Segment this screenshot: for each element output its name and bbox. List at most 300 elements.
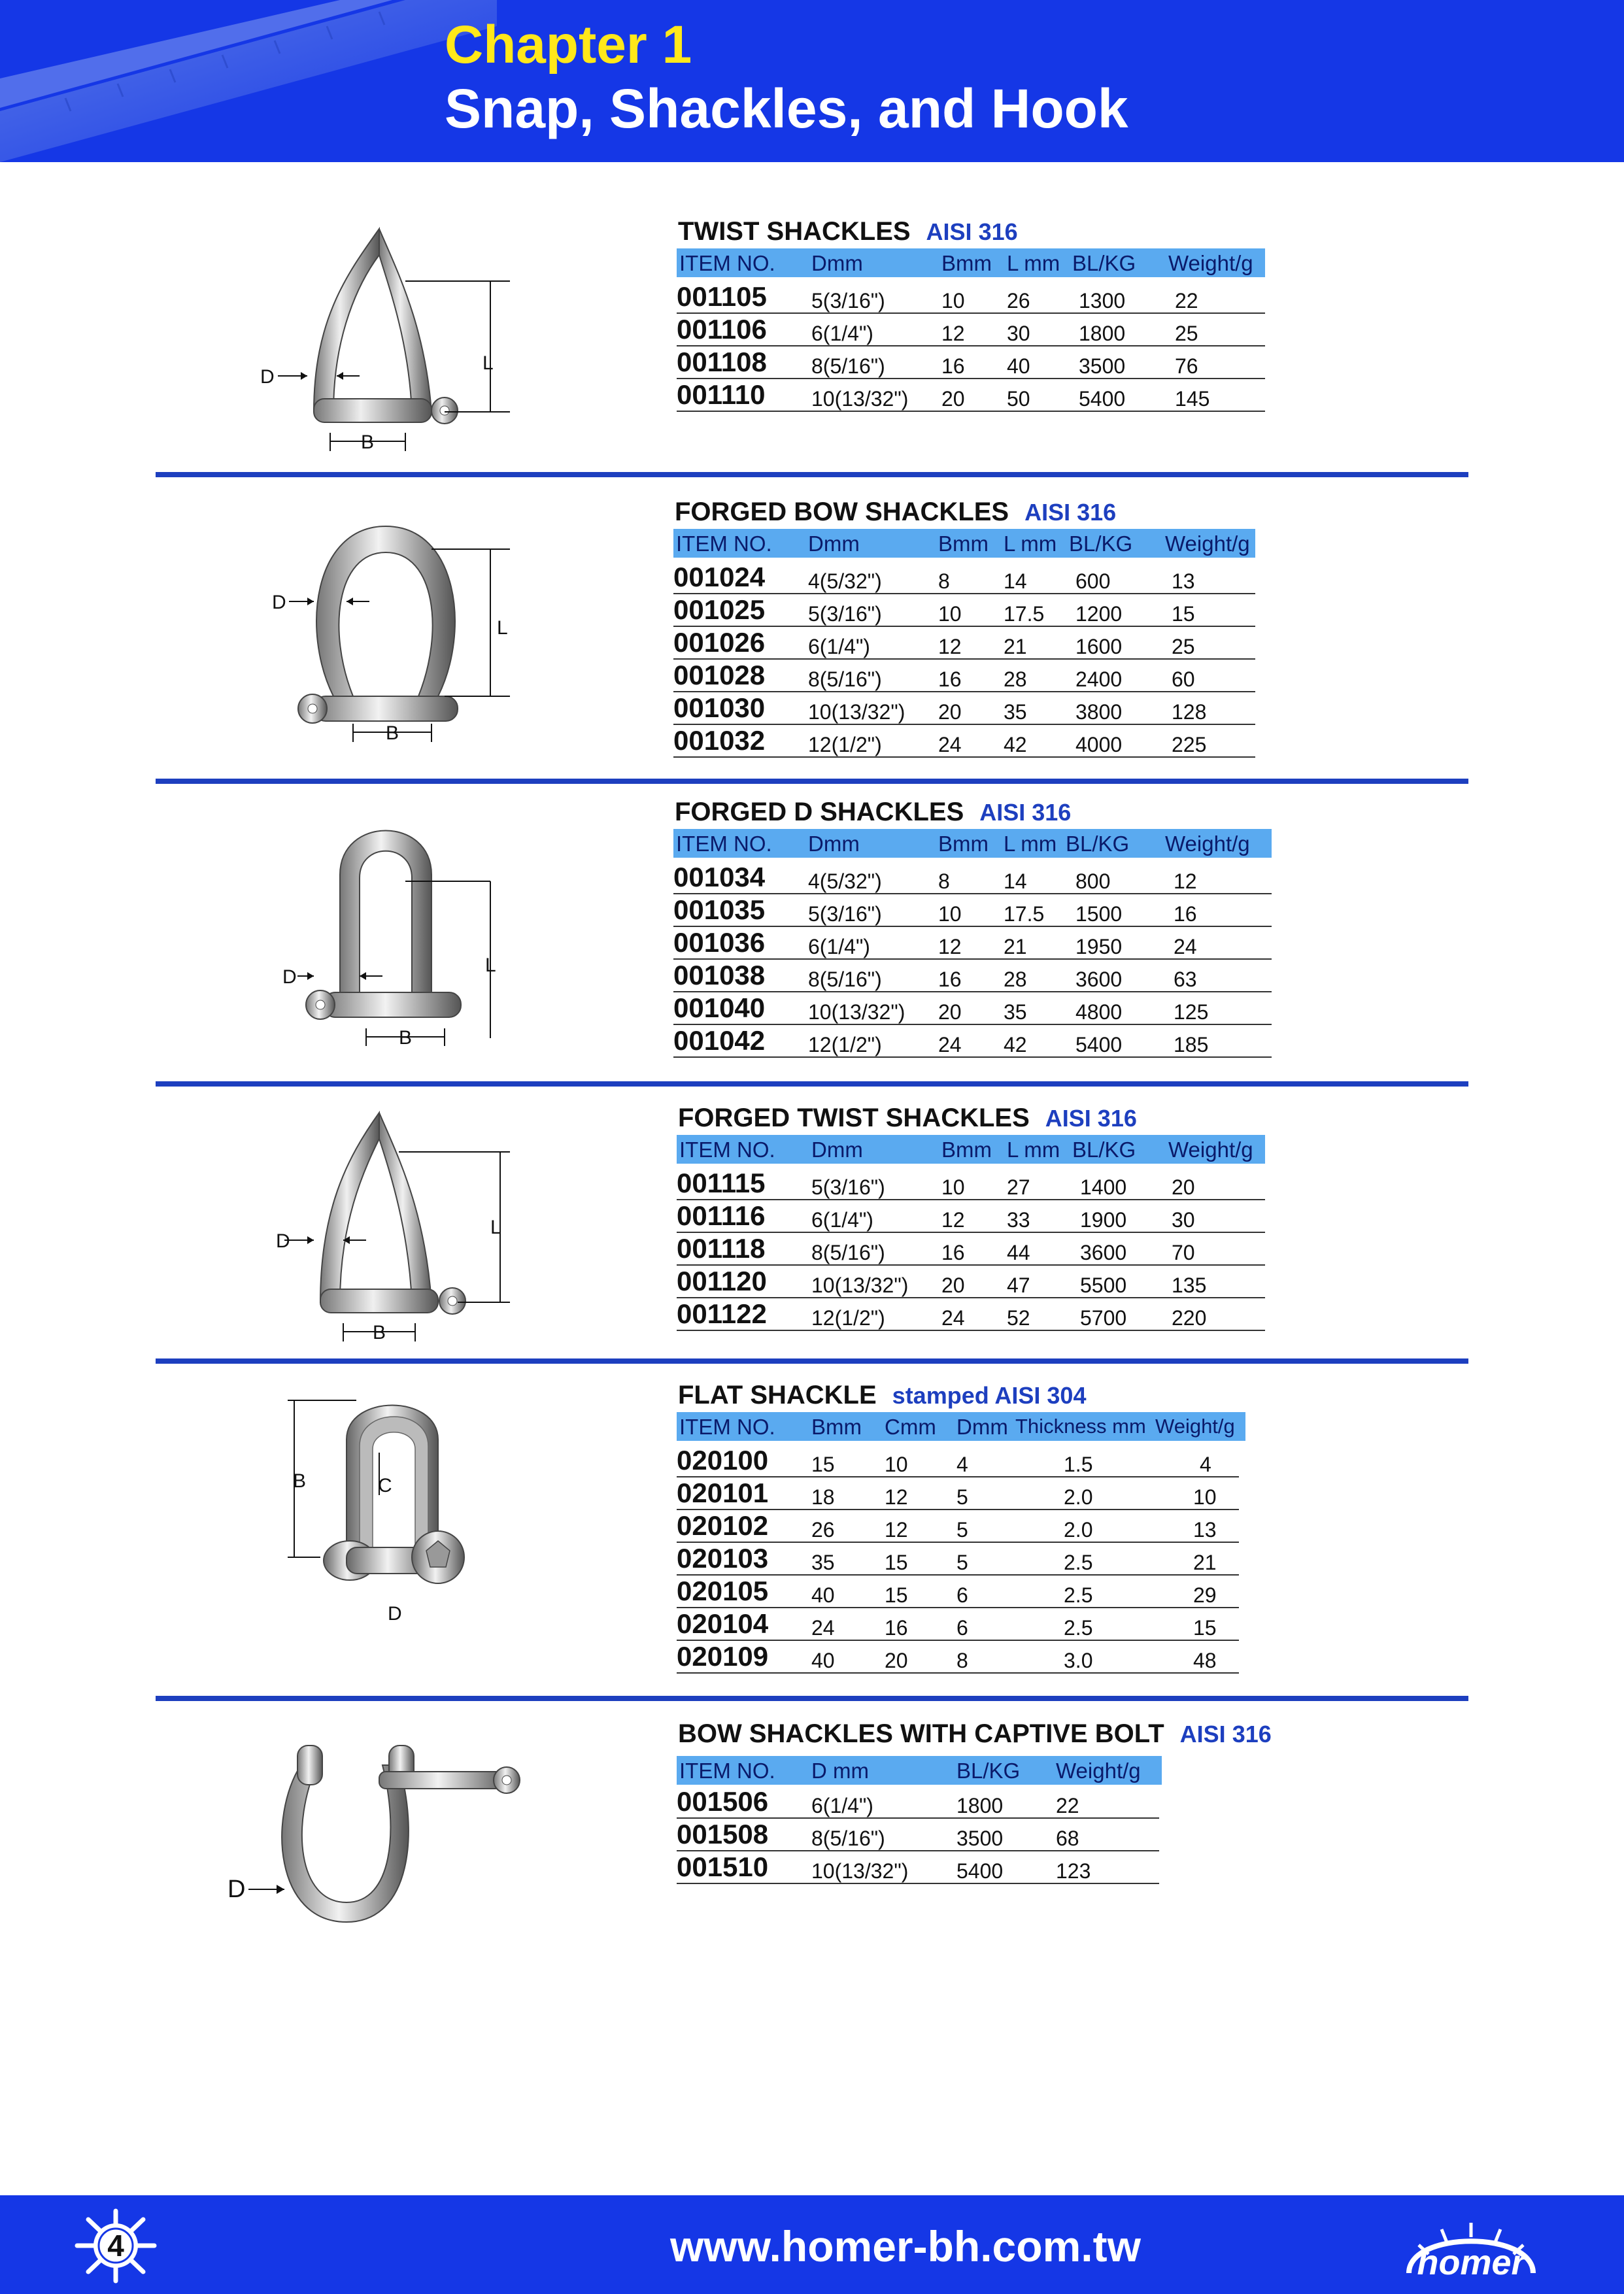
cell-b: 24 xyxy=(811,1616,835,1640)
product-table-forged-twist-shackles xyxy=(677,1104,1265,1365)
table-header xyxy=(677,1756,1162,1785)
cell-l: 30 xyxy=(1007,322,1030,345)
cell-l: 27 xyxy=(1007,1175,1030,1199)
col-d: D mm xyxy=(811,1759,869,1783)
cell-b: 18 xyxy=(811,1485,835,1509)
col-bl: BL/KG xyxy=(1072,251,1136,275)
cell-thickness: 2.0 xyxy=(1064,1485,1093,1509)
table-header xyxy=(677,1135,1265,1164)
col-l: L mm xyxy=(1007,1138,1060,1162)
cell-bl: 4000 xyxy=(1075,733,1123,756)
col-item-no: ITEM NO. xyxy=(679,1759,775,1783)
item-no: 001032 xyxy=(673,725,766,756)
cell-b: 16 xyxy=(941,1241,965,1264)
col-bl: BL/KG xyxy=(1066,832,1130,856)
cell-d: 8(5/16") xyxy=(811,354,885,378)
cell-d: 6(1/4") xyxy=(811,1208,873,1232)
cell-weight: 128 xyxy=(1172,700,1207,724)
dimension-label-b: B xyxy=(361,431,375,453)
cell-weight: 25 xyxy=(1175,322,1198,345)
cell-d: 10(13/32") xyxy=(811,1859,909,1883)
cell-weight: 125 xyxy=(1174,1000,1209,1024)
item-no: 020104 xyxy=(677,1608,769,1639)
cell-l: 42 xyxy=(1004,733,1027,756)
cell-weight: 48 xyxy=(1193,1649,1217,1672)
logo-text: homer xyxy=(1417,2243,1525,2282)
table-row xyxy=(677,1476,1239,1510)
cell-d: 5(3/16") xyxy=(811,1175,885,1199)
col-weight: Weight/g xyxy=(1165,531,1250,556)
cell-b: 40 xyxy=(811,1649,835,1672)
table-row xyxy=(677,1199,1265,1233)
bow-shackle-drawing xyxy=(248,500,536,762)
homer-logo xyxy=(1389,2204,1553,2289)
page-footer xyxy=(0,2195,1624,2294)
cell-l: 14 xyxy=(1004,569,1027,593)
col-l: L mm xyxy=(1007,251,1060,275)
table-row xyxy=(677,1166,1265,1200)
cell-b: 26 xyxy=(811,1518,835,1542)
item-no: 001116 xyxy=(677,1200,766,1231)
cell-b: 8 xyxy=(938,569,950,593)
table-row xyxy=(673,593,1255,627)
table-row xyxy=(677,1443,1239,1477)
dimension-label-l: L xyxy=(497,617,508,639)
item-no: 001030 xyxy=(673,692,766,723)
item-no: 001040 xyxy=(673,992,766,1023)
cell-weight: 63 xyxy=(1174,968,1197,991)
table-row xyxy=(677,378,1265,412)
table-row xyxy=(677,1607,1239,1641)
cell-b: 40 xyxy=(811,1583,835,1607)
col-c: Cmm xyxy=(885,1415,936,1439)
item-no: 001510 xyxy=(677,1851,769,1882)
cell-b: 16 xyxy=(938,667,962,691)
section-forged-bow-shackles xyxy=(0,487,1624,788)
cell-d: 12(1/2") xyxy=(811,1306,885,1330)
page-title: Snap, Shackles, and Hook xyxy=(445,78,1128,139)
product-table-flat-shackle xyxy=(677,1381,1245,1688)
cell-l: 17.5 xyxy=(1004,902,1045,926)
cell-weight: 16 xyxy=(1174,902,1197,926)
item-no: 020100 xyxy=(677,1445,769,1476)
cell-b: 20 xyxy=(941,1274,965,1297)
item-no: 001506 xyxy=(677,1786,769,1817)
cell-b: 24 xyxy=(938,1033,962,1056)
item-no: 001508 xyxy=(677,1819,769,1849)
col-b: Bmm xyxy=(941,251,992,275)
cell-weight: 135 xyxy=(1172,1274,1207,1297)
cell-l: 14 xyxy=(1004,869,1027,893)
table-row xyxy=(677,1297,1265,1331)
section-divider xyxy=(156,779,1468,784)
col-d: Dmm xyxy=(811,1138,863,1162)
col-d: Dmm xyxy=(956,1415,1008,1439)
cell-b: 10 xyxy=(941,289,965,312)
cell-d: 10(13/32") xyxy=(808,1000,905,1024)
cell-weight: 76 xyxy=(1175,354,1198,378)
cell-d: 5 xyxy=(956,1518,968,1542)
dimension-label-b: B xyxy=(293,1470,307,1492)
cell-bl: 3800 xyxy=(1075,700,1123,724)
cell-bl: 1800 xyxy=(1079,322,1126,345)
table-header xyxy=(673,829,1272,858)
cell-d: 10(13/32") xyxy=(808,700,905,724)
page-header xyxy=(0,0,1624,162)
item-no: 001025 xyxy=(673,594,766,625)
dimension-label-b: B xyxy=(373,1322,386,1343)
cell-weight: 22 xyxy=(1056,1794,1079,1817)
cell-l: 52 xyxy=(1007,1306,1030,1330)
cell-weight: 145 xyxy=(1175,387,1210,411)
item-no: 020105 xyxy=(677,1576,769,1606)
cell-thickness: 3.0 xyxy=(1064,1649,1093,1672)
product-table-forged-d-shackles xyxy=(673,798,1272,1085)
col-d: Dmm xyxy=(808,531,860,556)
section-divider xyxy=(156,472,1468,477)
cell-b: 20 xyxy=(938,700,962,724)
item-no: 001035 xyxy=(673,894,766,925)
cell-weight: 60 xyxy=(1172,667,1195,691)
cell-bl: 5700 xyxy=(1080,1306,1127,1330)
cell-d: 6(1/4") xyxy=(808,935,870,958)
cell-weight: 13 xyxy=(1172,569,1195,593)
flat-shackle-drawing xyxy=(275,1381,536,1629)
item-no: 001024 xyxy=(673,562,766,592)
cell-weight: 29 xyxy=(1193,1583,1217,1607)
cell-l: 35 xyxy=(1004,1000,1027,1024)
product-title: BOW SHACKLES WITH CAPTIVE BOLT AISI 316 xyxy=(678,1719,1272,1748)
material-label: AISI 316 xyxy=(1024,499,1117,526)
product-table-forged-bow-shackles xyxy=(673,498,1255,785)
cell-bl: 1200 xyxy=(1075,602,1123,626)
dimension-label-d: D xyxy=(276,1230,290,1252)
col-d: Dmm xyxy=(811,251,863,275)
cell-bl: 1600 xyxy=(1075,635,1123,658)
table-row xyxy=(673,626,1255,660)
cell-bl: 1900 xyxy=(1080,1208,1127,1232)
cell-b: 15 xyxy=(811,1453,835,1476)
table-row xyxy=(673,958,1272,992)
item-no: 001038 xyxy=(673,960,766,990)
cell-bl: 1300 xyxy=(1079,289,1126,312)
col-b: Bmm xyxy=(941,1138,992,1162)
col-l: L mm xyxy=(1004,832,1057,856)
cell-weight: 68 xyxy=(1056,1827,1079,1850)
section-forged-d-shackles xyxy=(0,790,1624,1090)
item-no: 020109 xyxy=(677,1641,769,1672)
cell-l: 47 xyxy=(1007,1274,1030,1297)
cell-d: 8(5/16") xyxy=(811,1241,885,1264)
cell-d: 8(5/16") xyxy=(808,968,882,991)
cell-bl: 5500 xyxy=(1080,1274,1127,1297)
table-row xyxy=(677,1640,1239,1674)
cell-c: 12 xyxy=(885,1518,908,1542)
cell-l: 28 xyxy=(1004,968,1027,991)
col-item-no: ITEM NO. xyxy=(676,531,772,556)
cell-c: 15 xyxy=(885,1551,908,1574)
cell-bl: 1400 xyxy=(1080,1175,1127,1199)
cell-l: 26 xyxy=(1007,289,1030,312)
cell-weight: 220 xyxy=(1172,1306,1207,1330)
cell-thickness: 2.5 xyxy=(1064,1551,1093,1574)
dimension-label-d: D xyxy=(228,1876,246,1903)
cell-c: 10 xyxy=(885,1453,908,1476)
section-twist-shackles xyxy=(0,190,1624,477)
col-weight: Weight/g xyxy=(1168,1138,1253,1162)
cell-b: 8 xyxy=(938,869,950,893)
dimension-label-l: L xyxy=(482,352,494,374)
cell-bl: 600 xyxy=(1075,569,1111,593)
item-no: 001110 xyxy=(677,379,766,410)
cell-bl: 5400 xyxy=(956,1859,1004,1883)
cell-b: 12 xyxy=(938,935,962,958)
section-divider xyxy=(156,1358,1468,1364)
chapter-label: Chapter 1 xyxy=(445,15,692,75)
cell-d: 8(5/16") xyxy=(808,667,882,691)
table-row xyxy=(673,691,1255,725)
cell-weight: 10 xyxy=(1193,1485,1217,1509)
cell-thickness: 2.5 xyxy=(1064,1616,1093,1640)
cell-thickness: 2.5 xyxy=(1064,1583,1093,1607)
table-row xyxy=(673,560,1255,594)
product-title: FLAT SHACKLE stamped AISI 304 xyxy=(678,1381,1087,1409)
cell-weight: 20 xyxy=(1172,1175,1195,1199)
table-row xyxy=(677,1509,1239,1543)
col-item-no: ITEM NO. xyxy=(679,1415,775,1439)
dimension-label-d: D xyxy=(388,1603,402,1625)
cell-weight: 15 xyxy=(1193,1616,1217,1640)
cell-weight: 185 xyxy=(1174,1033,1209,1056)
cell-b: 20 xyxy=(941,387,965,411)
table-header xyxy=(673,529,1255,558)
col-weight: Weight/g xyxy=(1165,832,1250,856)
cell-weight: 12 xyxy=(1174,869,1197,893)
cell-b: 12 xyxy=(941,322,965,345)
cell-b: 16 xyxy=(938,968,962,991)
col-weight: Weight/g xyxy=(1056,1759,1141,1783)
material-label: AISI 316 xyxy=(926,218,1018,245)
cell-thickness: 1.5 xyxy=(1064,1453,1093,1476)
cell-bl: 3600 xyxy=(1075,968,1123,991)
product-title: FORGED BOW SHACKLES AISI 316 xyxy=(675,498,1117,526)
cell-weight: 15 xyxy=(1172,602,1195,626)
dimension-label-l: L xyxy=(485,954,496,976)
table-row xyxy=(673,860,1272,894)
product-title: TWIST SHACKLES AISI 316 xyxy=(678,217,1018,246)
table-row xyxy=(673,724,1255,758)
cell-d: 10(13/32") xyxy=(811,1274,909,1297)
table-row xyxy=(677,280,1265,314)
cell-bl: 1800 xyxy=(956,1794,1004,1817)
item-no: 020102 xyxy=(677,1510,769,1541)
material-label: stamped AISI 304 xyxy=(892,1382,1087,1409)
cell-d: 5(3/16") xyxy=(811,289,885,312)
table-row xyxy=(677,1850,1159,1884)
cell-b: 10 xyxy=(938,602,962,626)
col-b: Bmm xyxy=(811,1415,862,1439)
cell-d: 5 xyxy=(956,1485,968,1509)
col-b: Bmm xyxy=(938,531,989,556)
cell-d: 6(1/4") xyxy=(811,322,873,345)
item-no: 001034 xyxy=(673,862,766,892)
cell-d: 6(1/4") xyxy=(808,635,870,658)
product-table-bow-shackles-captive-bolt xyxy=(677,1719,1330,1915)
cell-b: 12 xyxy=(941,1208,965,1232)
cell-bl: 3600 xyxy=(1080,1241,1127,1264)
col-l: L mm xyxy=(1004,531,1057,556)
page-number: 4 xyxy=(107,2229,124,2263)
product-table-twist-shackles xyxy=(677,217,1265,452)
captive-bolt-shackle-drawing xyxy=(216,1739,556,1948)
col-thickness: Thickness mm xyxy=(1015,1415,1146,1438)
item-no: 001105 xyxy=(677,281,767,312)
forged-twist-shackle-drawing xyxy=(248,1100,536,1361)
cell-d: 12(1/2") xyxy=(808,733,882,756)
dimension-label-c: C xyxy=(378,1475,392,1496)
item-no: 020103 xyxy=(677,1543,769,1574)
table-row xyxy=(677,1574,1239,1608)
ships-wheel-icon xyxy=(73,2208,158,2284)
material-label: AISI 316 xyxy=(1179,1721,1272,1747)
cell-c: 15 xyxy=(885,1583,908,1607)
cell-d: 4 xyxy=(956,1453,968,1476)
item-no: 001122 xyxy=(677,1298,767,1329)
item-no: 001042 xyxy=(673,1025,766,1056)
table-row xyxy=(677,1817,1159,1851)
cell-d: 6(1/4") xyxy=(811,1794,873,1817)
col-weight: Weight/g xyxy=(1155,1415,1235,1438)
cell-l: 44 xyxy=(1007,1241,1030,1264)
cell-bl: 3500 xyxy=(956,1827,1004,1850)
cell-weight: 24 xyxy=(1174,935,1197,958)
product-title: FORGED D SHACKLES AISI 316 xyxy=(675,798,1072,826)
item-no: 020101 xyxy=(677,1477,769,1508)
cell-c: 16 xyxy=(885,1616,908,1640)
item-no: 001028 xyxy=(673,660,766,690)
cell-d: 12(1/2") xyxy=(808,1033,882,1056)
cell-l: 28 xyxy=(1004,667,1027,691)
item-no: 001036 xyxy=(673,927,766,958)
product-title: FORGED TWIST SHACKLES AISI 316 xyxy=(678,1104,1137,1132)
section-divider xyxy=(156,1081,1468,1087)
dimension-label-b: B xyxy=(399,1027,413,1049)
col-d: Dmm xyxy=(808,832,860,856)
cell-weight: 22 xyxy=(1175,289,1198,312)
item-no: 001115 xyxy=(677,1168,766,1198)
d-shackle-drawing xyxy=(248,803,536,1064)
cell-weight: 30 xyxy=(1172,1208,1195,1232)
cell-weight: 123 xyxy=(1056,1859,1091,1883)
col-item-no: ITEM NO. xyxy=(676,832,772,856)
cell-bl: 3500 xyxy=(1079,354,1126,378)
cell-weight: 25 xyxy=(1172,635,1195,658)
table-row xyxy=(673,991,1272,1025)
cell-b: 10 xyxy=(938,902,962,926)
cell-bl: 5400 xyxy=(1079,387,1126,411)
cell-l: 17.5 xyxy=(1004,602,1045,626)
cell-weight: 4 xyxy=(1200,1453,1211,1476)
cell-l: 42 xyxy=(1004,1033,1027,1056)
material-label: AISI 316 xyxy=(979,799,1072,826)
dimension-label-d: D xyxy=(272,592,286,613)
col-bl: BL/KG xyxy=(1072,1138,1136,1162)
table-row xyxy=(677,1264,1265,1298)
cell-d: 8(5/16") xyxy=(811,1827,885,1850)
table-row xyxy=(677,1232,1265,1266)
cell-b: 24 xyxy=(938,733,962,756)
cell-b: 35 xyxy=(811,1551,835,1574)
table-row xyxy=(677,1785,1159,1819)
col-b: Bmm xyxy=(938,832,989,856)
cell-l: 21 xyxy=(1004,935,1027,958)
cell-thickness: 2.0 xyxy=(1064,1518,1093,1542)
cell-d: 4(5/32") xyxy=(808,569,882,593)
cell-bl: 5400 xyxy=(1075,1033,1123,1056)
twist-shackle-drawing xyxy=(248,216,536,477)
material-label: AISI 316 xyxy=(1045,1105,1137,1132)
table-row xyxy=(677,345,1265,379)
ruler-graphic xyxy=(0,0,497,162)
table-row xyxy=(677,312,1265,346)
cell-b: 12 xyxy=(938,635,962,658)
dimension-label-d: D xyxy=(260,366,275,388)
item-no: 001118 xyxy=(677,1233,766,1264)
cell-c: 20 xyxy=(885,1649,908,1672)
cell-d: 5(3/16") xyxy=(808,902,882,926)
table-row xyxy=(677,1542,1239,1576)
table-row xyxy=(673,926,1272,960)
cell-d: 5(3/16") xyxy=(808,602,882,626)
cell-l: 40 xyxy=(1007,354,1030,378)
cell-d: 8 xyxy=(956,1649,968,1672)
col-bl: BL/KG xyxy=(956,1759,1021,1783)
cell-d: 5 xyxy=(956,1551,968,1574)
table-row xyxy=(673,658,1255,692)
cell-b: 24 xyxy=(941,1306,965,1330)
item-no: 001108 xyxy=(677,346,767,377)
item-no: 001120 xyxy=(677,1266,767,1296)
cell-b: 16 xyxy=(941,354,965,378)
cell-l: 21 xyxy=(1004,635,1027,658)
cell-bl: 1950 xyxy=(1075,935,1123,958)
cell-b: 10 xyxy=(941,1175,965,1199)
col-item-no: ITEM NO. xyxy=(679,251,775,275)
cell-bl: 1500 xyxy=(1075,902,1123,926)
website-url[interactable]: www.homer-bh.com.tw xyxy=(670,2222,1141,2270)
cell-d: 4(5/32") xyxy=(808,869,882,893)
section-divider xyxy=(156,1696,1468,1701)
section-bow-shackles-captive-bolt xyxy=(0,1706,1624,1942)
cell-l: 33 xyxy=(1007,1208,1030,1232)
cell-bl: 800 xyxy=(1075,869,1111,893)
table-header xyxy=(677,1412,1245,1441)
dimension-label-d: D xyxy=(282,966,297,988)
col-weight: Weight/g xyxy=(1168,251,1253,275)
cell-weight: 225 xyxy=(1172,733,1207,756)
table-row xyxy=(673,1024,1272,1058)
cell-b: 20 xyxy=(938,1000,962,1024)
cell-weight: 70 xyxy=(1172,1241,1195,1264)
table-row xyxy=(673,893,1272,927)
col-bl: BL/KG xyxy=(1069,531,1133,556)
cell-l: 50 xyxy=(1007,387,1030,411)
cell-c: 12 xyxy=(885,1485,908,1509)
cell-l: 35 xyxy=(1004,700,1027,724)
col-item-no: ITEM NO. xyxy=(679,1138,775,1162)
cell-d: 6 xyxy=(956,1583,968,1607)
cell-bl: 4800 xyxy=(1075,1000,1123,1024)
